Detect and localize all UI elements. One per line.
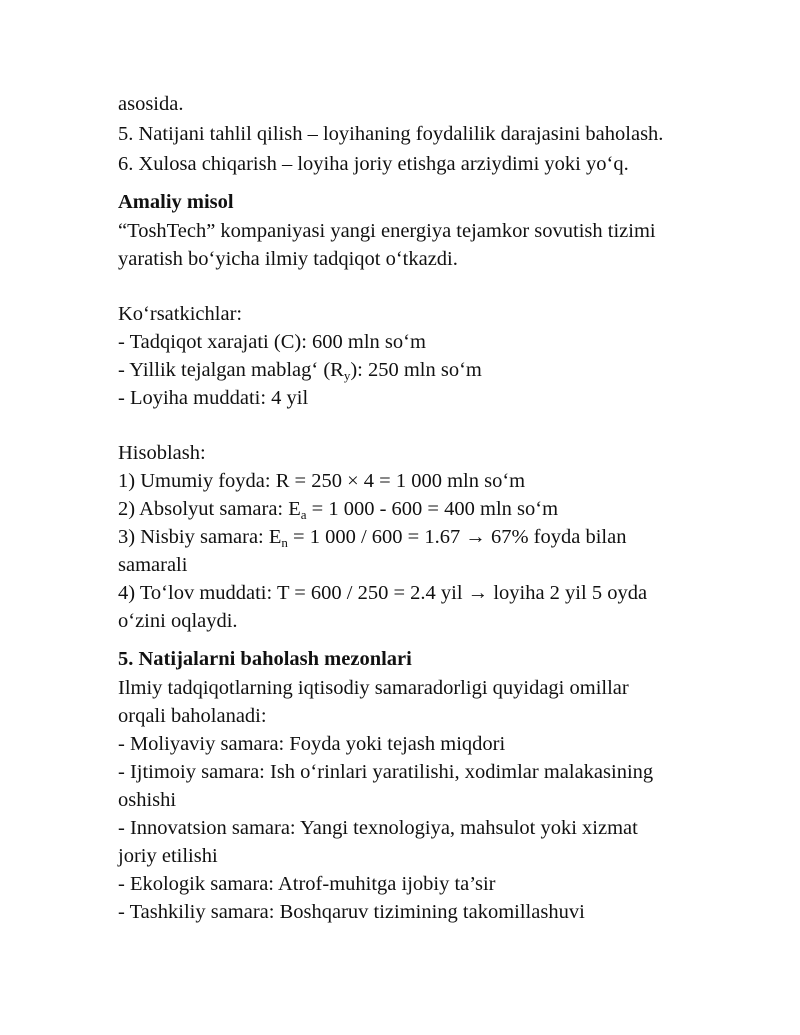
- section-5-line: - Moliyaviy samara: Foyda yoki tejash miqdori: [118, 733, 506, 755]
- section-5-line: - Tashkiliy samara: Boshqaruv tizimining takomillashuvi: [118, 901, 585, 923]
- section-5-line: Ilmiy tadqiqotlarning iqtisodiy samaradorligi quyidagi omillar: [118, 677, 629, 699]
- section-5-line: joriy etilishi: [118, 845, 218, 867]
- subscript: y: [343, 368, 351, 383]
- calculation-step-4-continued: o‘zini oqlaydi.: [118, 610, 238, 632]
- example-description-line: “ToshTech” kompaniyasi yangi energiya tejamkor sovutish tizimi: [118, 220, 656, 242]
- subscript: a: [300, 507, 307, 522]
- section-5-line: - Ekologik samara: Atrof-muhitga ijobiy ta’sir: [118, 873, 496, 895]
- section-5-line: oshishi: [118, 789, 177, 811]
- indicator-cost: - Tadqiqot xarajati (C): 600 mln so‘m: [118, 331, 426, 353]
- calculation-heading: Hisoblash:: [118, 442, 206, 464]
- intro-line: asosida.: [118, 93, 184, 115]
- subscript: n: [281, 535, 288, 550]
- calculation-step-1: 1) Umumiy foyda: R = 250 × 4 = 1 000 mln so‘m: [118, 470, 526, 492]
- indicator-duration: - Loyiha muddati: 4 yil: [118, 387, 309, 409]
- example-description-line: yaratish bo‘yicha ilmiy tadqiqot o‘tkazdi.: [118, 248, 458, 270]
- calculation-step-2: 2) Absolyut samara: $E_a = 1$ 000 - 600 = 400 mln so‘m: [118, 498, 559, 522]
- section-5-line: - Ijtimoiy samara: Ish o‘rinlari yaratilishi, xodimlar malakasining: [118, 761, 654, 783]
- indicators-heading: Ko‘rsatkichlar:: [118, 303, 243, 325]
- calculation-step-3: 3) Nisbiy samara: $E_n = 1$ 000 / 600 = 1.67 → 67% foyda bilan: [118, 526, 627, 550]
- calculation-step-4: 4) To‘lov muddati: T = 600 / 250 = 2.4 yil → loyiha 2 yil 5 oyda: [118, 582, 648, 604]
- intro-line: 6. Xulosa chiqarish – loyiha joriy etishga arziydimi yoki yo‘q.: [118, 153, 629, 175]
- intro-line: 5. Natijani tahlil qilish – loyihaning foydalilik darajasini baholash.: [118, 123, 664, 145]
- section-5-line: orqali baholanadi:: [118, 705, 267, 727]
- indicator-annual-savings: - Yillik tejalgan mablag‘ $(R_y)$: 250 mln so‘m: [118, 359, 482, 383]
- section-5-line: - Innovatsion samara: Yangi texnologiya, mahsulot yoki xizmat: [118, 817, 638, 839]
- example-heading: Amaliy misol: [118, 191, 234, 213]
- calculation-step-3-continued: samarali: [118, 554, 188, 576]
- section-5-heading: 5. Natijalarni baholash mezonlari: [118, 648, 412, 670]
